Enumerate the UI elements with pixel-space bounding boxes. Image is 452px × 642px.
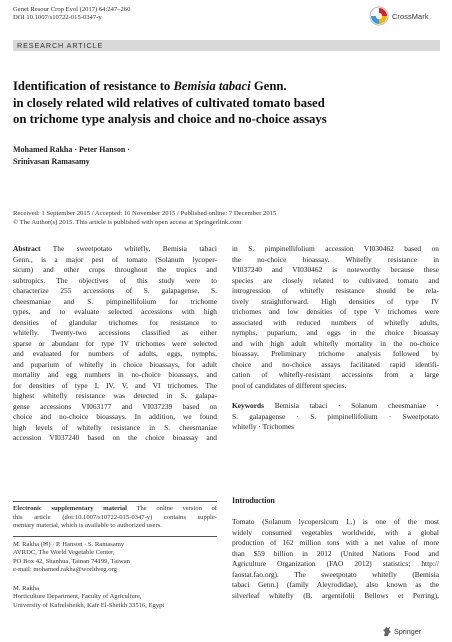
- abstract-line: introgression of whitefly resistance should be rela-: [232, 286, 439, 295]
- abstract-line: densities of glandular trichomes for resistance to: [13, 317, 217, 327]
- abstract-line: VI037240 and VI030462 is noteworthy because these: [232, 265, 439, 274]
- abstract-line: associated with reduced numbers of whitefly adults,: [232, 317, 439, 327]
- keywords-line-1: [232, 401, 439, 412]
- affiliation-line: University of Kafrelsheikh, Kafr El-Sheikh 33516, Egypt: [13, 601, 165, 609]
- abstract-line: choice and no-choice bioassays. In addition, we found: [13, 412, 217, 421]
- abstract-line: and with high adult whitefly mortality in the no-choice: [232, 338, 439, 348]
- doi-line[interactable]: DOI 10.1007/s10722-015-0347-y: [13, 14, 102, 22]
- affiliation-line: Horticulture Department, Faculty of Agriculture,: [13, 593, 142, 601]
- intro-line: faostat.fao.org). The sweetpotato whitefly (Bemisia: [232, 569, 439, 579]
- abstract-line: high levels of whitefly resistance in S. cheesmaniae: [13, 422, 217, 432]
- introduction-heading: Introduction: [232, 496, 275, 505]
- keywords-line-3: whitefly · Trichomes: [232, 422, 294, 431]
- abstract-line: gense accessions VI063177 and VI037239 based on: [13, 401, 217, 411]
- intro-line: silverleaf whitefly (B. argentifolii Bellows et Perring),: [232, 590, 439, 600]
- title-line-1-post: Genn.: [250, 79, 287, 93]
- keywords-line-2: S. galapagense · S. pimpinellifolium · Sweetpotato: [232, 411, 439, 421]
- abstract-label: Abstract: [13, 244, 41, 253]
- abstract-line: species are closely related to cultivated tomato and: [232, 275, 439, 285]
- journal-citation: [13, 6, 130, 23]
- authors-line-1: Mohamed Rakha · Peter Hanson ·: [13, 145, 130, 154]
- abstract-line: Genn., is a major pest of tomato (Solanum lycoper-: [13, 254, 217, 264]
- abstract-line: tively straightforward. High densities of type IV: [232, 296, 439, 306]
- introduction-text: [232, 517, 439, 601]
- abstract-line-1: [13, 244, 217, 255]
- affiliation-divider: [13, 536, 217, 537]
- affiliation-line: M. Rakha (✉) · P. Hanson · S. Ramasamy: [13, 541, 125, 548]
- abstract-line: sparse or abundant for type IV trichomes were selected: [13, 338, 217, 348]
- abstract-line: subtropics. The objectives of this study were to: [13, 275, 217, 285]
- abstract-line: pool of candidates of different species.: [232, 380, 347, 390]
- dates-line-2: © The Author(s) 2015. This article is published with open access at Springerlink.com: [13, 218, 242, 226]
- abstract-line: characterize 255 accessions of S. galapagense, S.: [13, 286, 217, 295]
- abstract-line: for densities of type I, IV, V, and VI trichomes. The: [13, 380, 217, 390]
- affiliation-line: AVRDC, The World Vegetable Center,: [13, 549, 115, 557]
- authors-line-2: Srinivasan Ramasamy: [13, 157, 90, 167]
- abstract-line: and puparium of whitefly in choice bioassays, for adult: [13, 359, 217, 369]
- abstract-line: whitefly. Twenty-two accessions classified as either: [13, 328, 217, 337]
- article-title: [13, 78, 438, 128]
- abstract-line: in S. pimpinellifolium accession VI030462 based on: [232, 244, 439, 253]
- affiliation-line: M. Rakha: [13, 585, 40, 592]
- title-line-1-italic: Bemisia tabaci: [173, 79, 251, 93]
- crossmark-badge[interactable]: [369, 6, 441, 28]
- intro-line: tabaci Genn.) (family Aleyrodidae), also known as the: [232, 580, 439, 589]
- intro-line: Agriculture Organization (FAO 2012) statistics; http://: [232, 559, 439, 568]
- springer-logo: [382, 626, 442, 638]
- affiliation-block-2: [13, 585, 217, 610]
- intro-line: widely consumed vegetables worldwide, with a global: [232, 527, 439, 537]
- abstract-line: sicum) and other crops throughout the tropics and: [13, 265, 217, 274]
- esm-line-1: [13, 505, 217, 514]
- keywords-label: Keywords: [232, 401, 265, 410]
- abstract-line: mortality and egg numbers in no-choice bioassays, and: [13, 370, 217, 379]
- intro-line: than $59 billion in 2012 (United Nations Food and: [232, 548, 439, 558]
- abstract-line: cation of whitefly-resistant accessions from a large: [232, 370, 439, 379]
- title-line-1-pre: Identification of resistance to: [13, 79, 174, 93]
- affiliation-block-1: [13, 541, 217, 575]
- intro-line: Tomato (Solanum lycopersicum L.) is one of the most: [232, 517, 439, 526]
- abstract-line: bioassay. Preliminary trichome analysis followed by: [232, 349, 439, 358]
- esm-line-2[interactable]: this article (doi:10.1007/s10722-015-0347-y) contains supple-: [13, 513, 217, 521]
- affiliation-line: PO Box 42, Shanhua, Tainan 74199, Taiwan: [13, 557, 130, 565]
- author-email[interactable]: e-mail: mohamed.rakha@worldveg.org: [13, 566, 117, 574]
- title-line-2: in closely related wild relatives of cultivated tomato based: [13, 95, 325, 110]
- keywords-spacer: [232, 391, 439, 401]
- intro-line: production of 162 million tons with a net value of more: [232, 538, 439, 547]
- abstract-line-text: The sweetpotato whitefly, Bemisia tabaci: [40, 244, 217, 253]
- crossmark-icon: [369, 6, 389, 26]
- abstract-continued-column: [232, 244, 439, 433]
- abstract-line: types, and to evaluate selected accessions with high: [13, 307, 217, 316]
- abstract-line: trichomes and low densities of type V trichomes were: [232, 307, 439, 316]
- abstract-line: choice and no-choice assays facilitated rapid identifi-: [232, 359, 439, 369]
- esm-line-1-rest: The online version of: [126, 505, 217, 512]
- esm-line-3: mentary material, which is available to authorized users.: [13, 522, 162, 529]
- abstract-line: and evaluated for numbers of adults, eggs, nymphs,: [13, 349, 217, 358]
- title-line-1: [13, 78, 438, 95]
- springer-horse-icon: [382, 626, 392, 637]
- esm-label: Electronic supplementary material: [13, 505, 127, 512]
- crossmark-label: CrossMark: [392, 12, 429, 21]
- keywords-text: Bemisia tabaci · Solanum cheesmaniae ·: [264, 401, 439, 410]
- article-type-band: RESEARCH ARTICLE: [13, 40, 440, 51]
- footnote-divider: [13, 501, 217, 502]
- title-line-3: on trichome type analysis and choice and no-choice assays: [13, 112, 327, 127]
- abstract-line: nymphs, puparium, and eggs in the choice bioassay: [232, 328, 439, 337]
- publication-dates: [13, 210, 440, 227]
- journal-line: Genet Resour Crop Evol (2017) 64:247–260: [13, 6, 131, 13]
- abstract-line: accession VI037240 based on the choice bioassay and: [13, 433, 217, 442]
- abstract-line: highest whitefly resistance was detected in S. galapa-: [13, 391, 217, 400]
- abstract-line: the no-choice bioassay. Whitefly resistance in: [232, 254, 439, 264]
- supplementary-material-note: [13, 505, 217, 531]
- springer-label: Springer: [394, 627, 422, 636]
- dates-line-1: Received: 1 September 2015 / Accepted: 16 November 2015 / Published online: 7 December 2015: [13, 210, 277, 217]
- abstract-column: [13, 244, 217, 444]
- author-list: [13, 144, 130, 168]
- abstract-line: cheesmaniae and S. pimpinellifolium for trichome: [13, 296, 217, 306]
